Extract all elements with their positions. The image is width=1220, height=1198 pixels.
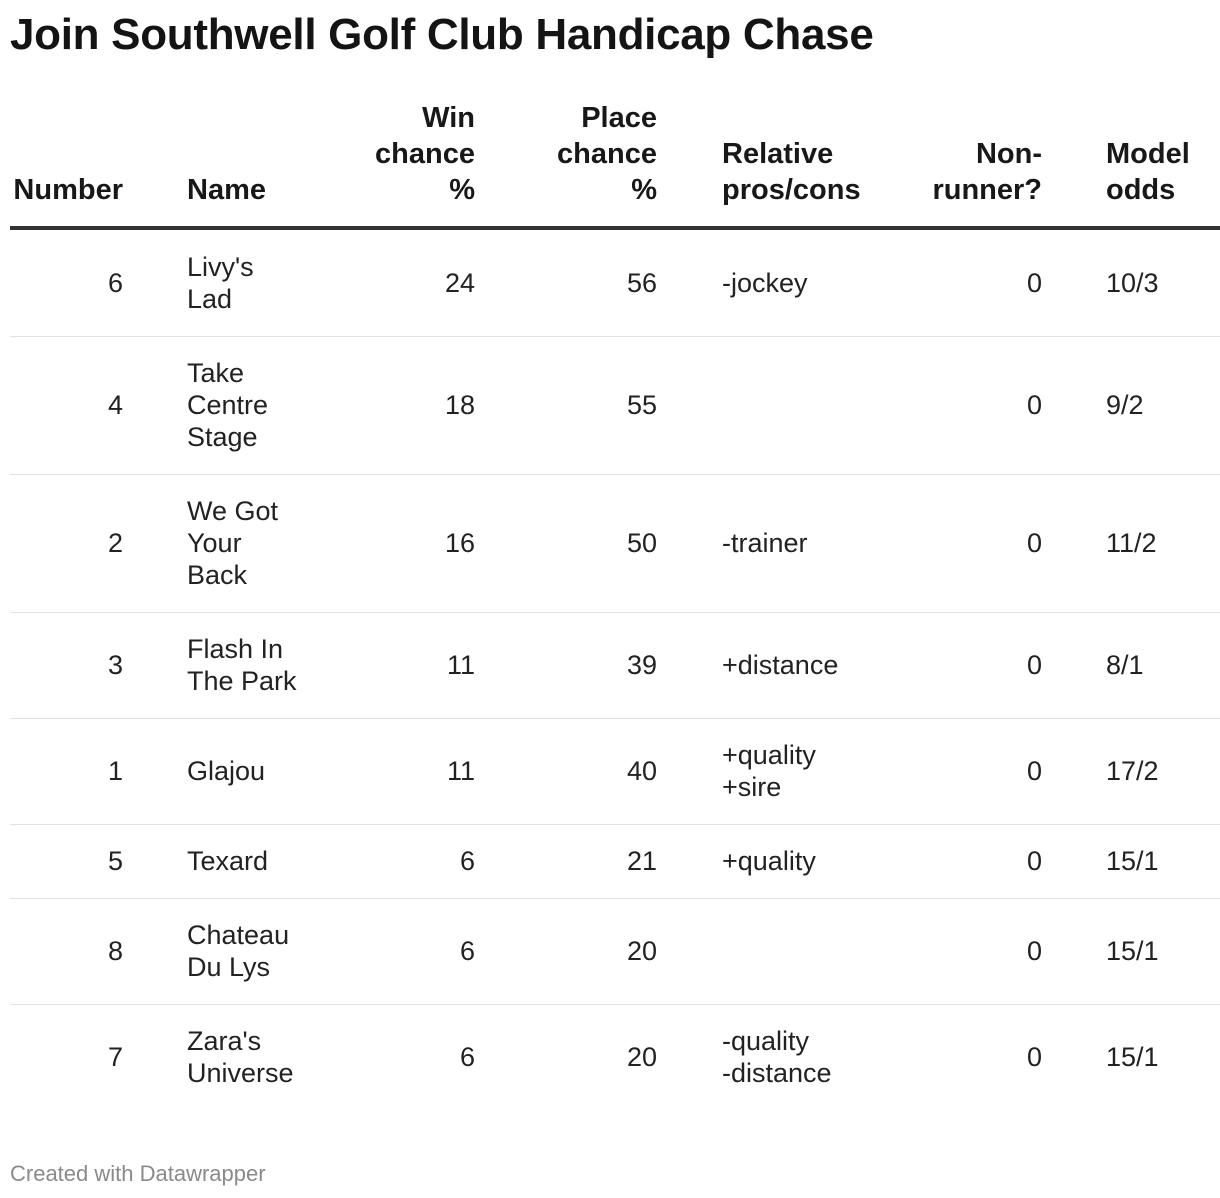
column-header-number-line: Number bbox=[13, 174, 123, 206]
column-header-non-runner bbox=[897, 100, 1054, 228]
win-chance-cell bbox=[332, 898, 485, 1004]
place-chance-cell bbox=[485, 336, 662, 474]
column-header-model-odds-line: Model bbox=[1106, 138, 1190, 170]
place-chance-cell bbox=[485, 824, 662, 898]
column-header-place-chance bbox=[485, 100, 662, 228]
non-runner-cell bbox=[897, 474, 1054, 612]
name-cell bbox=[185, 898, 332, 1004]
column-header-name-line: Name bbox=[187, 174, 266, 206]
column-header-place-chance-line: % bbox=[631, 174, 657, 206]
number-cell-line: 2 bbox=[107, 528, 123, 558]
number-cell bbox=[10, 824, 185, 898]
model-odds-cell-line: 9/2 bbox=[1106, 390, 1144, 420]
table-row bbox=[10, 336, 1220, 474]
place-chance-cell-line: 20 bbox=[626, 936, 657, 966]
column-header-pros-cons-line: pros/cons bbox=[722, 174, 861, 206]
pros-cons-cell-line: -distance bbox=[722, 1058, 832, 1089]
win-chance-cell-line: 16 bbox=[444, 528, 475, 558]
place-chance-cell-line: 39 bbox=[626, 650, 657, 680]
number-cell bbox=[10, 898, 185, 1004]
name-cell bbox=[185, 1004, 332, 1110]
column-header-non-runner-line: runner? bbox=[932, 174, 1042, 206]
table-header bbox=[10, 100, 1220, 228]
model-odds-cell bbox=[1054, 824, 1220, 898]
non-runner-cell bbox=[897, 336, 1054, 474]
pros-cons-cell-line: +quality bbox=[722, 846, 816, 876]
model-odds-cell-line: 17/2 bbox=[1106, 756, 1159, 786]
pros-cons-cell bbox=[662, 718, 897, 824]
non-runner-cell bbox=[897, 718, 1054, 824]
place-chance-cell bbox=[485, 1004, 662, 1110]
pros-cons-cell-line: +sire bbox=[722, 772, 782, 802]
table-row bbox=[10, 824, 1220, 898]
place-chance-cell-line: 40 bbox=[626, 756, 657, 786]
pros-cons-cell-line: -jockey bbox=[722, 267, 808, 298]
number-cell bbox=[10, 336, 185, 474]
win-chance-cell bbox=[332, 228, 485, 336]
model-odds-cell bbox=[1054, 612, 1220, 718]
win-chance-cell-line: 11 bbox=[446, 650, 475, 680]
header-row bbox=[10, 100, 1220, 228]
place-chance-cell-line: 56 bbox=[626, 267, 657, 298]
column-header-place-chance-line: Place bbox=[581, 102, 657, 134]
name-cell bbox=[185, 228, 332, 336]
name-cell bbox=[185, 718, 332, 824]
number-cell-line: 6 bbox=[107, 267, 123, 298]
number-cell-line: 1 bbox=[107, 756, 123, 786]
win-chance-cell-line: 6 bbox=[459, 1042, 475, 1073]
column-header-pros-cons bbox=[662, 100, 897, 228]
pros-cons-cell bbox=[662, 824, 897, 898]
model-odds-cell-line: 15/1 bbox=[1106, 1042, 1159, 1073]
non-runner-cell-line: 0 bbox=[1026, 528, 1042, 558]
win-chance-cell-line: 6 bbox=[459, 846, 475, 876]
model-odds-cell bbox=[1054, 718, 1220, 824]
table-row bbox=[10, 474, 1220, 612]
pros-cons-cell bbox=[662, 1004, 897, 1110]
name-cell-line: Centre bbox=[187, 390, 269, 420]
number-cell bbox=[10, 718, 185, 824]
non-runner-cell bbox=[897, 824, 1054, 898]
name-cell-line: Back bbox=[187, 560, 248, 590]
number-cell-line: 3 bbox=[107, 650, 123, 680]
win-chance-cell bbox=[332, 474, 485, 612]
win-chance-cell bbox=[332, 336, 485, 474]
place-chance-cell-line: 20 bbox=[626, 1042, 657, 1073]
name-cell bbox=[185, 824, 332, 898]
number-cell-line: 7 bbox=[107, 1042, 123, 1073]
win-chance-cell bbox=[332, 612, 485, 718]
model-odds-cell bbox=[1054, 336, 1220, 474]
name-cell-line: The Park bbox=[187, 666, 297, 696]
table-row bbox=[10, 612, 1220, 718]
column-header-non-runner-line: Non- bbox=[975, 138, 1042, 170]
column-header-model-odds-line: odds bbox=[1106, 174, 1176, 206]
name-cell-line: Chateau bbox=[187, 920, 290, 950]
place-chance-cell bbox=[485, 228, 662, 336]
model-odds-cell bbox=[1054, 898, 1220, 1004]
name-cell-line: Livy's bbox=[187, 251, 254, 282]
non-runner-cell-line: 0 bbox=[1026, 390, 1042, 420]
win-chance-cell bbox=[332, 824, 485, 898]
chart-title: Join Southwell Golf Club Handicap Chase bbox=[10, 10, 874, 59]
model-odds-cell bbox=[1054, 1004, 1220, 1110]
name-cell bbox=[185, 612, 332, 718]
column-header-win-chance bbox=[332, 100, 485, 228]
model-odds-cell-line: 8/1 bbox=[1106, 650, 1144, 680]
table-row bbox=[10, 1004, 1220, 1110]
pros-cons-cell bbox=[662, 228, 897, 336]
name-cell-line: Take bbox=[187, 358, 245, 388]
column-header-model-odds bbox=[1054, 100, 1220, 228]
number-cell-line: 4 bbox=[107, 390, 123, 420]
pros-cons-cell-line: +quality bbox=[722, 740, 816, 770]
name-cell-line: Universe bbox=[187, 1058, 294, 1089]
name-cell-line: We Got bbox=[187, 496, 279, 526]
non-runner-cell bbox=[897, 1004, 1054, 1110]
win-chance-cell-line: 18 bbox=[444, 390, 475, 420]
name-cell-line: Glajou bbox=[187, 756, 266, 786]
column-header-win-chance-line: Win bbox=[422, 102, 475, 134]
number-cell bbox=[10, 474, 185, 612]
place-chance-cell bbox=[485, 612, 662, 718]
non-runner-cell bbox=[897, 228, 1054, 336]
place-chance-cell-line: 55 bbox=[626, 390, 657, 420]
name-cell bbox=[185, 474, 332, 612]
pros-cons-cell-line: -trainer bbox=[722, 528, 808, 558]
column-header-place-chance-line: chance bbox=[557, 138, 657, 170]
pros-cons-cell bbox=[662, 336, 897, 474]
model-odds-cell-line: 15/1 bbox=[1106, 846, 1159, 876]
number-cell bbox=[10, 228, 185, 336]
model-odds-cell bbox=[1054, 474, 1220, 612]
win-chance-cell-line: 6 bbox=[459, 936, 475, 966]
name-cell-line: Stage bbox=[187, 422, 258, 452]
pros-cons-cell bbox=[662, 612, 897, 718]
column-header-name bbox=[185, 100, 332, 228]
non-runner-cell-line: 0 bbox=[1026, 650, 1042, 680]
place-chance-cell bbox=[485, 718, 662, 824]
win-chance-cell-line: 24 bbox=[444, 267, 475, 298]
non-runner-cell bbox=[897, 898, 1054, 1004]
table-row bbox=[10, 228, 1220, 336]
name-cell-line: Lad bbox=[187, 283, 233, 314]
model-odds-cell-line: 15/1 bbox=[1106, 936, 1159, 966]
pros-cons-cell-line: -quality bbox=[722, 1026, 810, 1057]
number-cell-line: 5 bbox=[107, 846, 123, 876]
table-body bbox=[10, 228, 1220, 1110]
number-cell bbox=[10, 612, 185, 718]
non-runner-cell-line: 0 bbox=[1026, 936, 1042, 966]
column-header-win-chance-line: chance bbox=[375, 138, 475, 170]
win-chance-cell bbox=[332, 718, 485, 824]
non-runner-cell-line: 0 bbox=[1026, 267, 1042, 298]
table-row bbox=[10, 718, 1220, 824]
number-cell-line: 8 bbox=[107, 936, 123, 966]
pros-cons-cell bbox=[662, 474, 897, 612]
win-chance-cell-line: 11 bbox=[446, 756, 475, 786]
non-runner-cell-line: 0 bbox=[1026, 756, 1042, 786]
name-cell-line: Flash In bbox=[187, 634, 284, 664]
pros-cons-cell bbox=[662, 898, 897, 1004]
model-odds-cell-line: 10/3 bbox=[1106, 267, 1159, 298]
name-cell bbox=[185, 336, 332, 474]
footer-credit: Created with Datawrapper bbox=[10, 1161, 266, 1186]
non-runner-cell bbox=[897, 612, 1054, 718]
pros-cons-cell-line: +distance bbox=[722, 650, 839, 680]
name-cell-line: Texard bbox=[187, 846, 269, 876]
place-chance-cell bbox=[485, 474, 662, 612]
column-header-win-chance-line: % bbox=[449, 174, 475, 206]
name-cell-line: Zara's bbox=[187, 1026, 262, 1057]
runners-table bbox=[10, 100, 1220, 1110]
win-chance-cell bbox=[332, 1004, 485, 1110]
place-chance-cell bbox=[485, 898, 662, 1004]
model-odds-cell-line: 11/2 bbox=[1106, 528, 1157, 558]
name-cell-line: Du Lys bbox=[187, 952, 271, 982]
non-runner-cell-line: 0 bbox=[1026, 846, 1042, 876]
non-runner-cell-line: 0 bbox=[1026, 1042, 1042, 1073]
table-row bbox=[10, 898, 1220, 1004]
name-cell-line: Your bbox=[187, 528, 242, 558]
model-odds-cell bbox=[1054, 228, 1220, 336]
column-header-pros-cons-line: Relative bbox=[722, 138, 834, 170]
column-header-number bbox=[10, 100, 185, 228]
place-chance-cell-line: 50 bbox=[626, 528, 657, 558]
place-chance-cell-line: 21 bbox=[626, 846, 657, 876]
number-cell bbox=[10, 1004, 185, 1110]
